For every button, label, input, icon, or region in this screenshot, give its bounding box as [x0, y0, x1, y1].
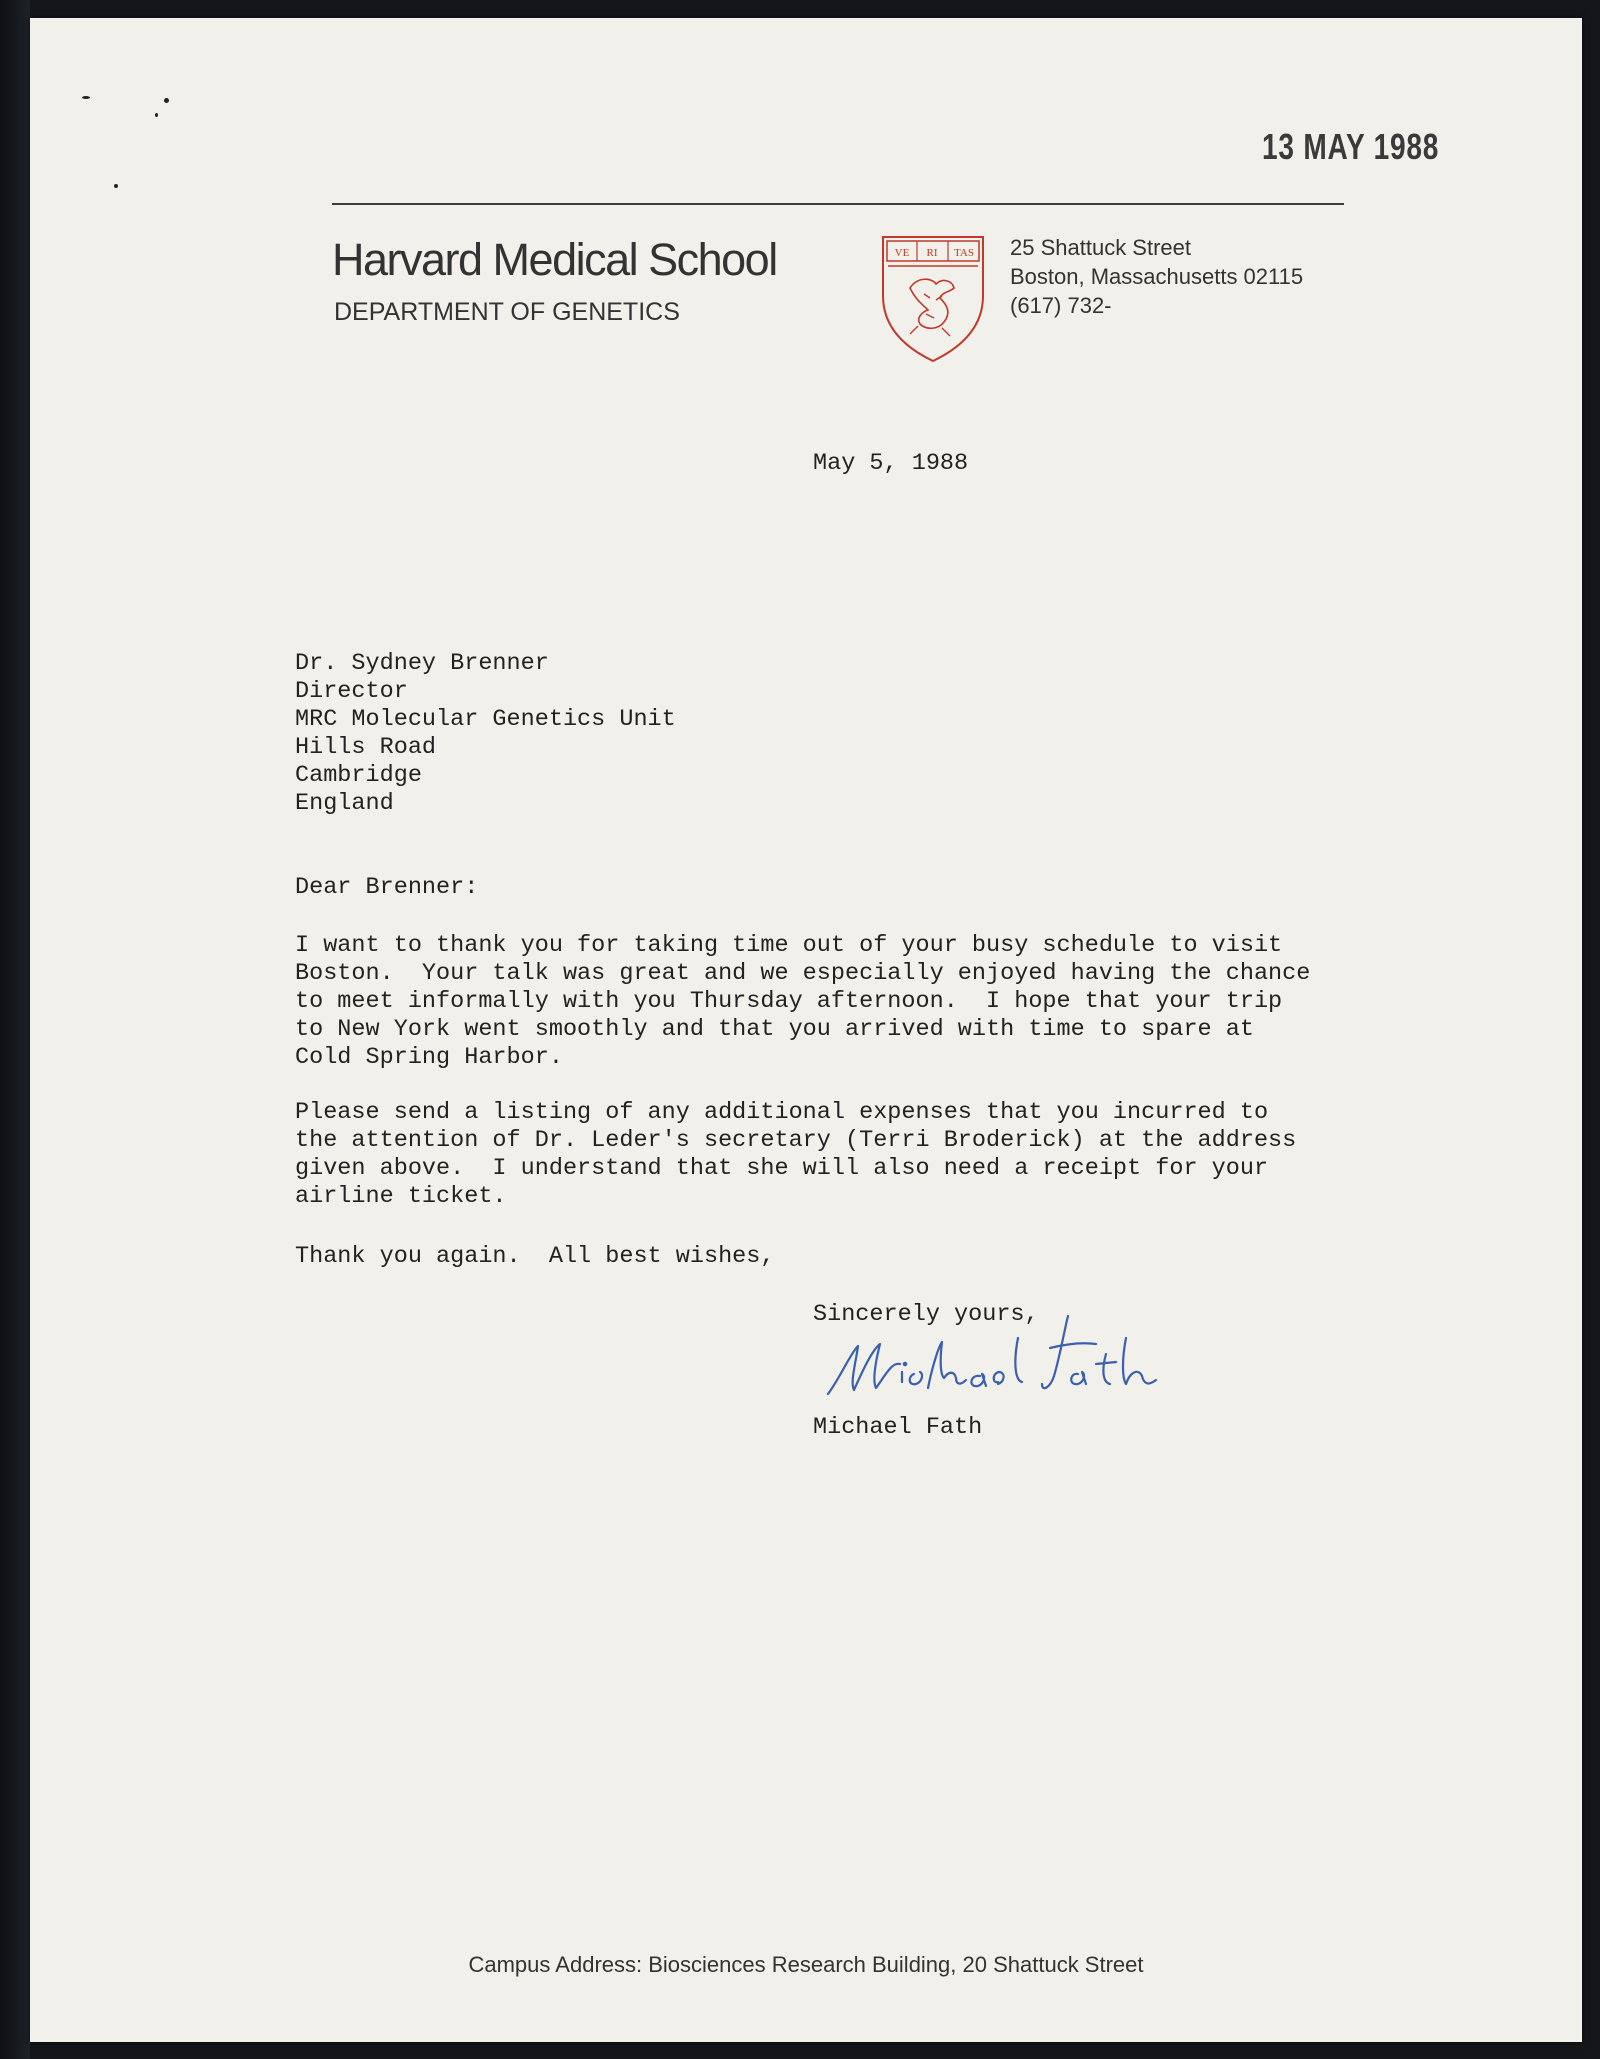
shield-letters-ri: RI: [926, 247, 938, 259]
handwritten-signature: [810, 1298, 1170, 1413]
recipient-block: [295, 650, 676, 818]
body-line: Boston. Your talk was great and we especially enjoyed having the chance: [295, 960, 1311, 987]
address-phone: (617) 732-: [1010, 293, 1112, 318]
body-line: airline ticket.: [295, 1183, 507, 1210]
letter-page: [30, 18, 1582, 2042]
body-paragraph: [295, 1099, 1296, 1211]
scan-background: [0, 0, 30, 2059]
letterhead-rule: [332, 203, 1344, 205]
institution-name: Harvard Medical School: [332, 234, 777, 285]
closing-line: Thank you again. All best wishes,: [295, 1243, 775, 1270]
recipient-line: Director: [295, 678, 408, 705]
recipient-line: Cambridge: [295, 762, 422, 789]
body-line: to meet informally with you Thursday afternoon. I hope that your trip: [295, 988, 1283, 1015]
letter-date: May 5, 1988: [813, 450, 969, 477]
body-line: I want to thank you for taking time out of your busy schedule to visit: [295, 932, 1283, 959]
salutation: Dear Brenner:: [295, 874, 479, 901]
shield-letters-ve: VE: [894, 247, 910, 259]
body-line: the attention of Dr. Leder's secretary (Terri Broderick) at the address: [295, 1127, 1297, 1154]
recipient-line: Dr. Sydney Brenner: [295, 650, 549, 677]
body-line: given above. I understand that she will also need a receipt for your: [295, 1155, 1269, 1182]
body-paragraph: [295, 932, 1310, 1072]
received-date-stamp: 13 MAY 1988: [1262, 126, 1440, 167]
veritas-shield-logo: [880, 234, 986, 364]
recipient-line: England: [295, 790, 394, 817]
paper-speck: [164, 98, 169, 103]
body-line: Please send a listing of any additional expenses that you incurred to: [295, 1099, 1269, 1126]
department-name: DEPARTMENT OF GENETICS: [334, 298, 680, 326]
campus-address-footer: Campus Address: Biosciences Research Building, 20 Shattuck Street: [468, 1952, 1144, 1977]
body-line: Cold Spring Harbor.: [295, 1044, 563, 1071]
recipient-line: MRC Molecular Genetics Unit: [295, 706, 676, 733]
paper-speck: [114, 184, 118, 188]
body-line: to New York went smoothly and that you arrived with time to spare at: [295, 1016, 1254, 1043]
signer-name: Michael Fath: [813, 1414, 983, 1441]
address-city: Boston, Massachusetts 02115: [1010, 264, 1304, 289]
valediction: Sincerely yours,: [813, 1301, 1039, 1328]
paper-speck: [155, 113, 158, 117]
shield-letters-tas: TAS: [954, 247, 974, 259]
recipient-line: Hills Road: [295, 734, 437, 761]
letterhead-address: [1010, 233, 1303, 320]
address-street: 25 Shattuck Street: [1010, 235, 1191, 260]
paper-speck: [82, 96, 90, 99]
